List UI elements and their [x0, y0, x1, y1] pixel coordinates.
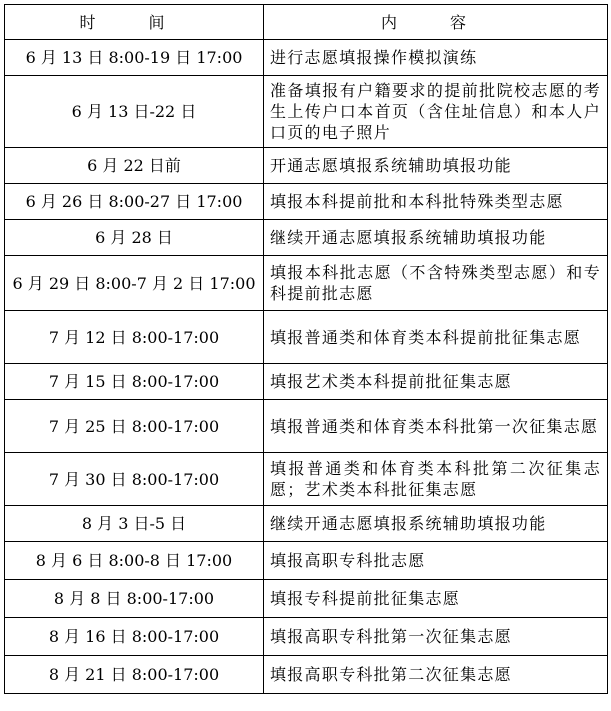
table-row	[5, 364, 608, 400]
table-row	[5, 453, 608, 506]
table-row	[5, 184, 608, 220]
row-time: 8 月 3 日-5 日	[5, 506, 264, 542]
row-time: 7 月 12 日 8:00-17:00	[5, 311, 264, 364]
row-content: 填报普通类和体育类本科批第二次征集志愿；艺术类本科批征集志愿	[264, 453, 608, 506]
row-content: 准备填报有户籍要求的提前批院校志愿的考生上传户口本首页（含住址信息）和本人户口页的电子照片	[264, 76, 608, 148]
row-time: 8 月 21 日 8:00-17:00	[5, 656, 264, 694]
row-time: 6 月 28 日	[5, 220, 264, 256]
row-time: 6 月 13 日-22 日	[5, 76, 264, 148]
table-row	[5, 76, 608, 148]
row-content: 填报高职专科批志愿	[264, 542, 608, 580]
row-content: 填报高职专科批第一次征集志愿	[264, 618, 608, 656]
row-time: 7 月 25 日 8:00-17:00	[5, 400, 264, 453]
row-content: 填报本科提前批和本科批特殊类型志愿	[264, 184, 608, 220]
row-time: 6 月 22 日前	[5, 148, 264, 184]
schedule-table	[4, 4, 608, 694]
table-row	[5, 656, 608, 694]
table-row	[5, 618, 608, 656]
row-content: 填报普通类和体育类本科提前批征集志愿	[264, 311, 608, 364]
table-row	[5, 506, 608, 542]
row-time: 8 月 6 日 8:00-8 日 17:00	[5, 542, 264, 580]
header-time: 时 间	[5, 5, 264, 40]
table-row	[5, 400, 608, 453]
row-content: 填报高职专科批第二次征集志愿	[264, 656, 608, 694]
row-time: 8 月 16 日 8:00-17:00	[5, 618, 264, 656]
row-time: 6 月 26 日 8:00-27 日 17:00	[5, 184, 264, 220]
row-content: 进行志愿填报操作模拟演练	[264, 40, 608, 76]
schedule-table-container	[4, 4, 608, 694]
row-time: 6 月 13 日 8:00-19 日 17:00	[5, 40, 264, 76]
row-content: 填报普通类和体育类本科批第一次征集志愿	[264, 400, 608, 453]
row-time: 8 月 8 日 8:00-17:00	[5, 580, 264, 618]
table-row	[5, 220, 608, 256]
row-time: 6 月 29 日 8:00-7 月 2 日 17:00	[5, 256, 264, 311]
row-content: 填报专科提前批征集志愿	[264, 580, 608, 618]
table-row	[5, 40, 608, 76]
header-row	[5, 5, 608, 40]
row-content: 开通志愿填报系统辅助填报功能	[264, 148, 608, 184]
header-content: 内 容	[264, 5, 608, 40]
row-content: 继续开通志愿填报系统辅助填报功能	[264, 220, 608, 256]
row-time: 7 月 30 日 8:00-17:00	[5, 453, 264, 506]
table-row	[5, 256, 608, 311]
row-time: 7 月 15 日 8:00-17:00	[5, 364, 264, 400]
row-content: 继续开通志愿填报系统辅助填报功能	[264, 506, 608, 542]
table-row	[5, 542, 608, 580]
table-row	[5, 580, 608, 618]
table-row	[5, 311, 608, 364]
row-content: 填报艺术类本科提前批征集志愿	[264, 364, 608, 400]
table-row	[5, 148, 608, 184]
row-content: 填报本科批志愿（不含特殊类型志愿）和专科提前批志愿	[264, 256, 608, 311]
